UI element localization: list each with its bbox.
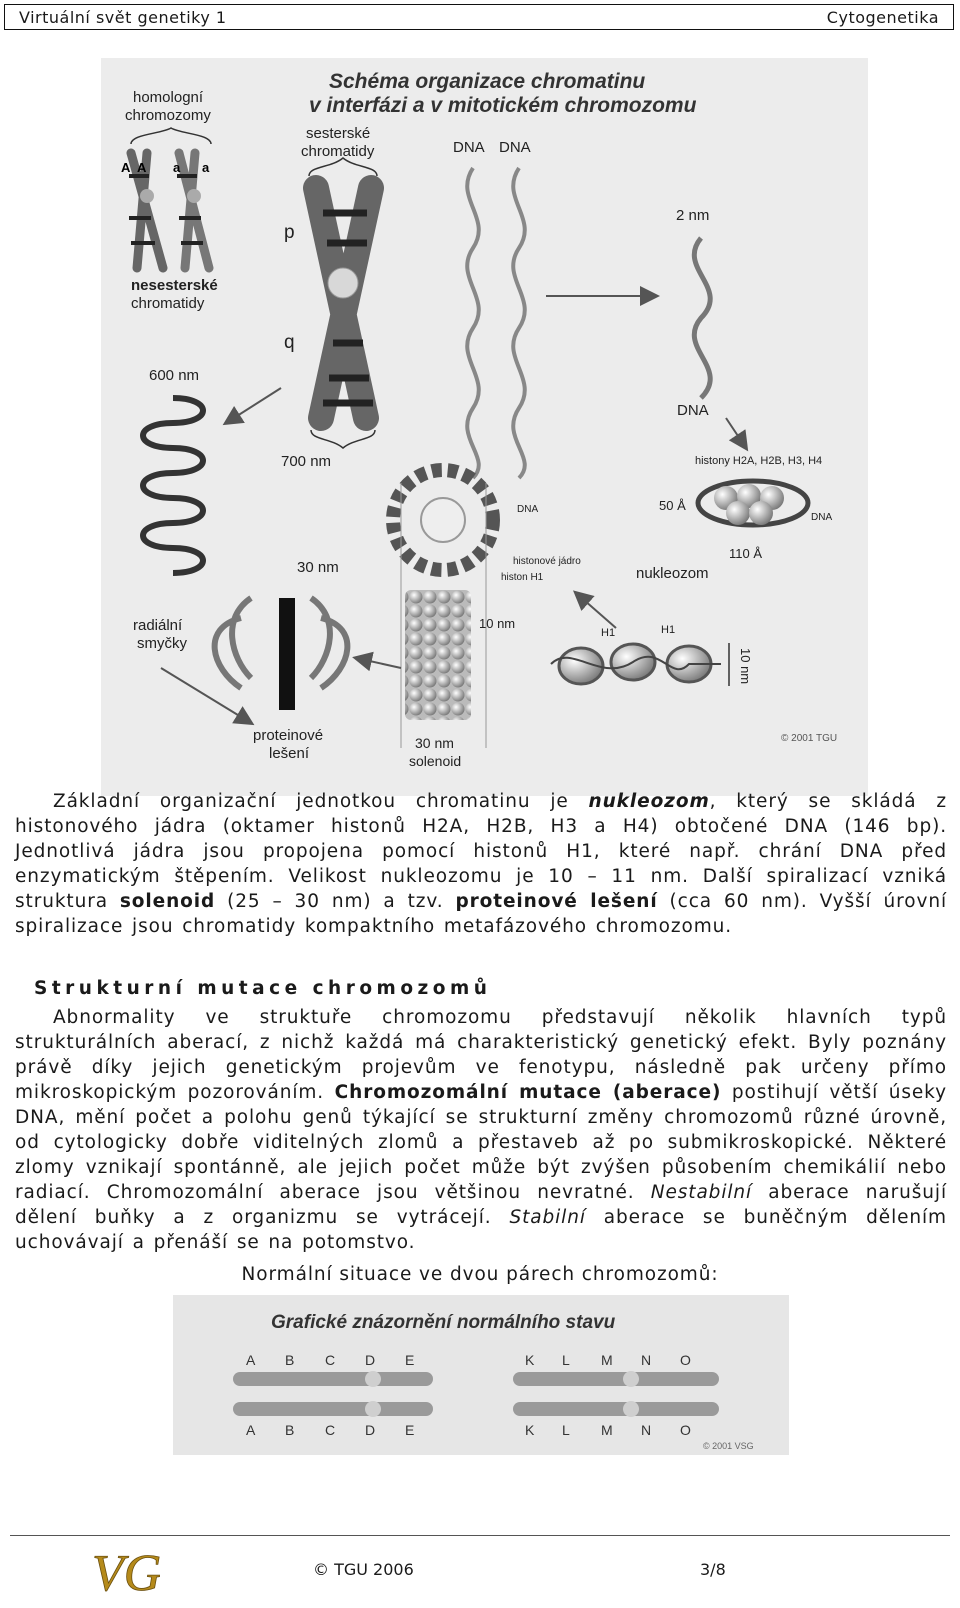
label-700nm: 700 nm — [281, 453, 332, 470]
label-sister-2: chromatidy — [301, 143, 375, 160]
vsg-logo — [90, 1538, 160, 1604]
label-radial: radiální — [133, 617, 183, 634]
nucleosome — [698, 481, 808, 525]
label-2nm: 2 nm — [676, 207, 710, 224]
arrow-radial — [161, 668, 251, 723]
label-solenoid-nm: 30 nm — [415, 735, 454, 751]
figure2-title: Grafické znázornění normálního stavu — [271, 1312, 616, 1333]
para2-term-unstable: Nestabilní — [650, 1182, 753, 1203]
gene-label: E — [405, 1352, 415, 1368]
label-nonsister: nesesterské — [131, 277, 218, 294]
arrow-to-scaffold — [356, 658, 401, 668]
arrow-to-rosette — [576, 593, 616, 628]
label-dna-bottom: DNA — [677, 402, 709, 419]
dna-helix-2nm — [694, 238, 710, 398]
paragraph-mutations — [15, 1005, 947, 1255]
label-h1-b: H1 — [661, 624, 676, 636]
gene-label: C — [325, 1352, 336, 1368]
gene-label: E — [405, 1422, 415, 1438]
dna-strand-2 — [513, 168, 525, 478]
para2-text-4: aberace se buněčným dělením uchovávají a přenáší se na potomstvo. — [15, 1207, 947, 1253]
normal-state-figure — [173, 1295, 789, 1455]
label-10nm: 10 nm — [479, 616, 516, 631]
gene-label: A — [246, 1422, 256, 1438]
label-110a: 110 Å — [729, 546, 763, 561]
label-scaffold-2: lešení — [269, 745, 310, 762]
gene-label: L — [562, 1352, 570, 1368]
allele-a2: a — [202, 160, 210, 175]
logo-lettering: VG — [92, 1545, 160, 1602]
gene-label: N — [641, 1422, 652, 1438]
metaphase-chromosome — [316, 188, 373, 418]
para1-text-2: , který se skládá z histonového jádra (oktamer histonů H2A, H2B, H3 a H4) obtočené DNA (146 bp). Jednotlivá jádra jsou propojena pomocí histonů H1, které např. chrání DNA před enzymatickým štěpením. Velikost nukleozomu je 10 – 11 nm. Další spiralizací vzniká struktura — [15, 791, 947, 912]
para1-text-3: (25 – 30 nm) a tzv. — [215, 891, 456, 912]
label-histones: histony H2A, H2B, H3, H4 — [695, 455, 823, 467]
para1-term-scaffold: proteinové lešení — [455, 891, 658, 912]
para2-term-stable: Stabilní — [509, 1207, 586, 1228]
chromatin-figure — [101, 58, 868, 796]
gene-label: C — [325, 1422, 336, 1438]
label-dna-small-1: DNA — [517, 504, 539, 515]
header-title: Virtuální svět genetiky 1 — [19, 7, 227, 27]
allele-A2: A — [137, 160, 147, 175]
figure-title-line1: Schéma organizace chromatinu — [329, 70, 646, 93]
label-30nm: 30 nm — [297, 559, 339, 576]
para1-text-1: Základní organizační jednotkou chromatinu je — [53, 791, 589, 812]
label-10nm-vertical: 10 nm — [738, 648, 753, 685]
label-h1-a: H1 — [601, 627, 616, 639]
allele-A1: A — [121, 160, 131, 175]
label-dna-1: DNA — [453, 139, 485, 156]
paragraph-nucleosome — [15, 789, 947, 939]
figure1-copyright: © 2001 TGU — [781, 733, 838, 744]
gene-label: M — [601, 1352, 613, 1368]
label-dna-2: DNA — [499, 139, 531, 156]
para2-text-3: aberace narušují dělení buňky a z organizmu se vytrácejí. — [15, 1182, 947, 1228]
page-number: 3/8 — [700, 1560, 726, 1579]
gene-label: O — [680, 1352, 691, 1368]
para1-term-nucleosome: nukleozom — [588, 791, 710, 812]
coil-600nm — [143, 398, 203, 573]
para1-text-4: (cca 60 nm). Vyšší úrovní spiralizace jsou chromatidy kompaktního metafázového chromozomu. — [15, 891, 947, 937]
bracket-sister — [309, 158, 377, 176]
solenoid-fibre — [405, 590, 471, 720]
footer-copyright: © TGU 2006 — [313, 1560, 414, 1579]
label-radial-2: smyčky — [137, 635, 187, 652]
gene-label: N — [641, 1352, 652, 1368]
page-header — [4, 4, 954, 30]
gene-label: D — [365, 1352, 376, 1368]
bracket-700nm — [311, 430, 375, 448]
label-50a: 50 Å — [659, 498, 686, 513]
nucleosome-rosette — [393, 470, 493, 570]
arrow-to-nucleosome — [726, 418, 746, 448]
label-sister: sesterské — [306, 125, 371, 142]
para2-text-1: Abnormality ve struktuře chromozomu představují několik hlavních typů strukturálních aberací, z nichž každá má charakteristický genetický efekt. Byly poznány právě díky jejich genetickým projevům ve fenotypu, následně pak určeny přímo mikroskopickým pozorováním. — [15, 1007, 947, 1103]
allele-a1: a — [173, 160, 181, 175]
gene-label: B — [285, 1352, 295, 1368]
label-600nm: 600 nm — [149, 367, 200, 384]
label-q-arm: q — [284, 332, 295, 353]
label-p-arm: p — [284, 222, 295, 243]
label-homologous-2: chromozomy — [125, 107, 211, 124]
gene-label: B — [285, 1422, 295, 1438]
figure-title-line2: v interfázi a v mitotickém chromozomu — [309, 94, 697, 117]
label-solenoid: solenoid — [409, 753, 462, 769]
para2-term-aberration: Chromozomální mutace (aberace) — [334, 1082, 722, 1103]
label-dna-small-2: DNA — [811, 512, 833, 523]
gene-label: L — [562, 1422, 570, 1438]
figure2-copyright: © 2001 VSG — [703, 1441, 754, 1451]
footer-divider — [10, 1535, 950, 1536]
label-histone-core: histonové jádro — [513, 556, 581, 567]
fibre-10nm — [551, 644, 721, 684]
bracket-homologous — [131, 128, 211, 144]
figure2-caption: Normální situace ve dvou párech chromozomů: — [241, 1264, 719, 1285]
label-nucleosome: nukleozom — [636, 565, 709, 582]
para1-term-solenoid: solenoid — [119, 891, 216, 912]
label-scaffold: proteinové — [253, 727, 324, 744]
gene-label: D — [365, 1422, 376, 1438]
para2-text-2: postihují větší úseky DNA, mění počet a polohu genů týkající se strukturní změny chromozomů různé úrovně, od cytologicky dobře viditelných zlomů a přestaveb až po submikroskopické. Některé zlomy vznikají spontánně, ale jejich počet může být zvýšen působením chemikálií nebo radiací. Chromozomální aberace jsou většinou nevratné. — [15, 1082, 947, 1203]
gene-label: O — [680, 1422, 691, 1438]
gene-label: K — [525, 1352, 535, 1368]
label-homologous: homologní — [133, 89, 204, 106]
label-histone-h1: histon H1 — [501, 572, 544, 583]
header-chapter: Cytogenetika — [826, 7, 939, 27]
dna-strand-1 — [467, 168, 479, 478]
label-nonsister-2: chromatidy — [131, 295, 205, 312]
gene-label: A — [246, 1352, 256, 1368]
protein-scaffold — [215, 598, 348, 710]
gene-label: K — [525, 1422, 535, 1438]
gene-label: M — [601, 1422, 613, 1438]
arrow-to-coil — [226, 388, 281, 423]
section-heading: Strukturní mutace chromozomů — [34, 978, 492, 999]
